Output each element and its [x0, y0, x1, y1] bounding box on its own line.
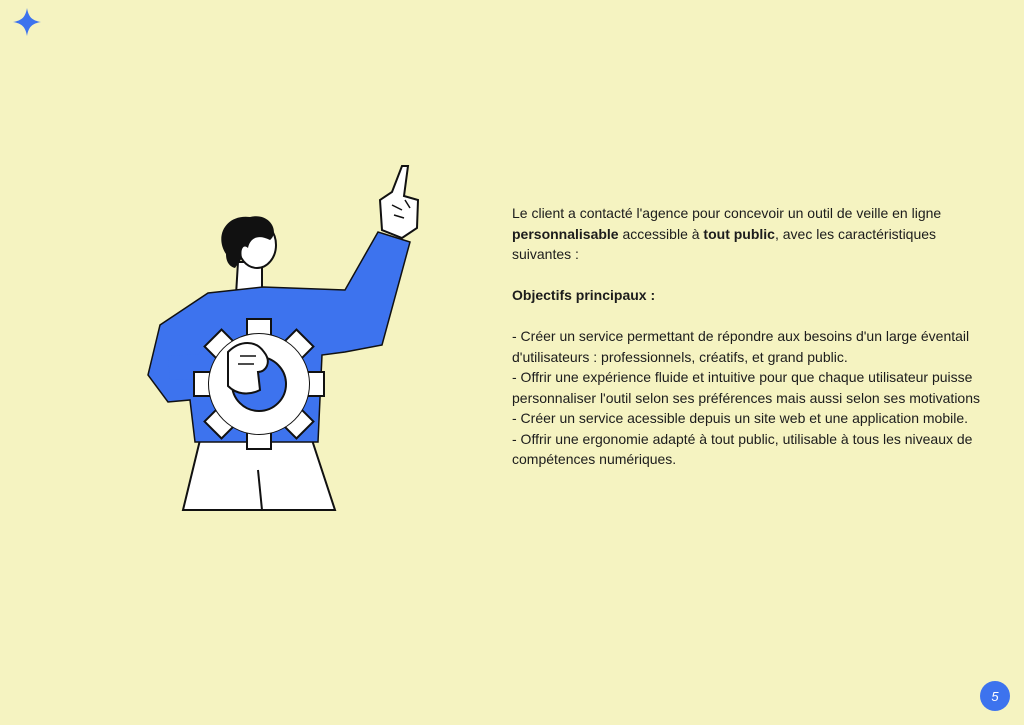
intro-paragraph: Le client a contacté l'agence pour concevoir un outil de veille en ligne personnalisable accessible à tout public, avec les caractéristiques suivantes :	[512, 205, 942, 262]
keyword-tout-public: tout public	[703, 225, 775, 242]
objective-item: - Créer un service permettant de répondre aux besoins d'un large éventail d'utilisateurs : professionnels, créatifs, et grand public.	[512, 328, 970, 365]
sparkle-star-icon	[12, 7, 42, 37]
page-number-badge: 5	[980, 681, 1010, 711]
objectives-heading: Objectifs principaux :	[512, 287, 656, 303]
objective-item: - Offrir une expérience fluide et intuitive pour que chaque utilisateur puisse personnaliser l'outil selon ses préférences mais aussi selon ses motivations	[512, 369, 981, 406]
objective-item: - Créer un service acessible depuis un site web et une application mobile.	[512, 410, 969, 426]
content-text	[512, 203, 982, 470]
objective-item: - Offrir une ergonomie adapté à tout public, utilisable à tous les niveaux de compétences numériques.	[512, 430, 973, 467]
person-holding-gear-illustration	[140, 160, 440, 515]
keyword-personnalisable: personnalisable	[512, 225, 619, 242]
